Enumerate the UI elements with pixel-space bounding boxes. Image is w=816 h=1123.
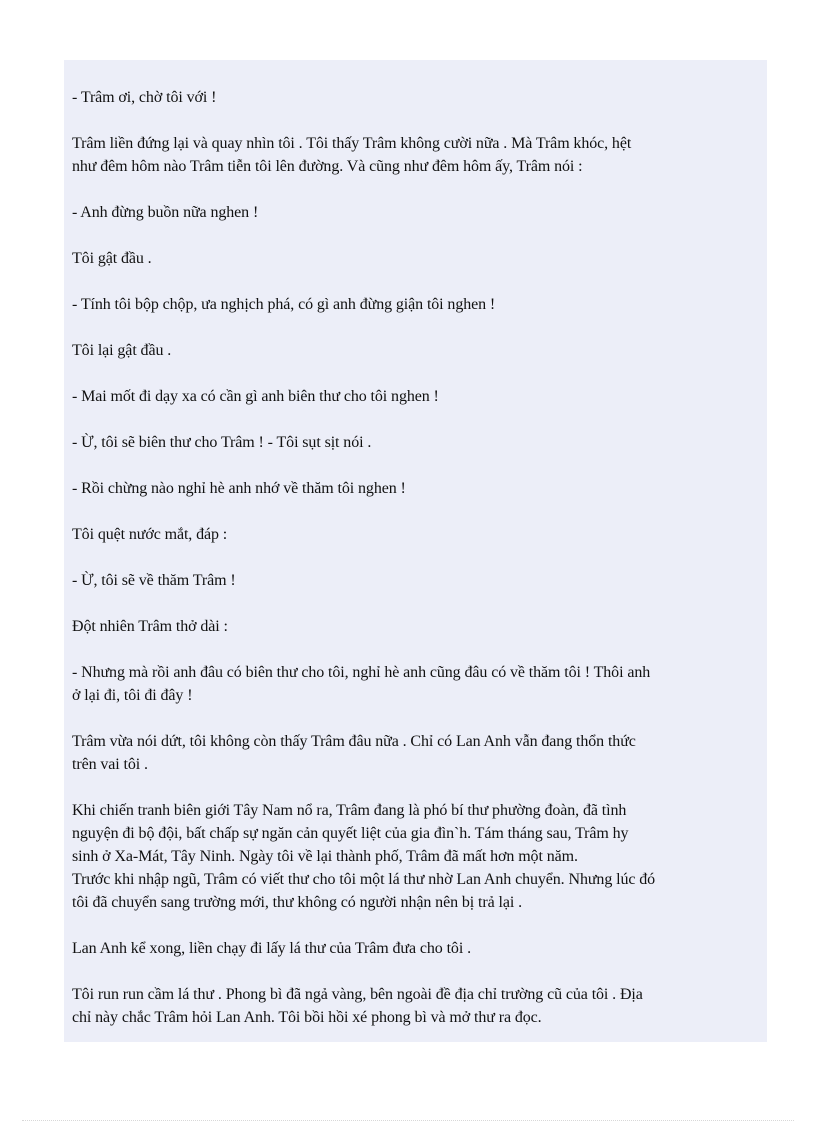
page-divider	[22, 1120, 794, 1122]
paragraph: - Anh đừng buồn nữa nghen !	[72, 204, 259, 221]
paragraph: Tôi gật đầu .	[72, 250, 152, 267]
paragraph: - Ừ, tôi sẽ về thăm Trâm !	[72, 572, 236, 589]
paragraph: - Nhưng mà rồi anh đâu có biên thư cho tôi, nghỉ hè anh cũng đâu có về thăm tôi ! Thôi anh ở lại đi, tôi đi đây !	[72, 664, 651, 704]
paragraph: Trước khi nhập ngũ, Trâm có viết thư cho tôi một lá thư nhờ Lan Anh chuyển. Nhưng lúc đó tôi đã chuyển sang trường mới, thư không có người nhận nên bị trả lại .	[72, 871, 656, 911]
paragraph: Trâm liền đứng lại và quay nhìn tôi . Tôi thấy Trâm không cười nữa . Mà Trâm khóc, hệt như đêm hôm nào Trâm tiễn tôi lên đường. Và cũng như đêm hôm ấy, Trâm nói :	[72, 135, 632, 175]
paragraph: Trâm vừa nói dứt, tôi không còn thấy Trâm đâu nữa . Chỉ có Lan Anh vẫn đang thổn thức trên vai tôi .	[72, 733, 636, 773]
paragraph: Tôi lại gật đầu .	[72, 342, 172, 359]
paragraph: - Trâm ơi, chờ tôi với !	[72, 89, 217, 106]
paragraph: - Rồi chừng nào nghỉ hè anh nhớ về thăm tôi nghen !	[72, 480, 406, 497]
paragraph: Tôi run run cầm lá thư . Phong bì đã ngả vàng, bên ngoài đề địa chỉ trường cũ của tôi . Địa chỉ này chắc Trâm hỏi Lan Anh. Tôi bồi hồi xé phong bì và mở thư ra đọc.	[72, 986, 643, 1026]
paragraph: Tôi quệt nước mắt, đáp :	[72, 526, 228, 543]
paragraph: - Tính tôi bộp chộp, ưa nghịch phá, có gì anh đừng giận tôi nghen !	[72, 296, 496, 313]
paragraph: Khi chiến tranh biên giới Tây Nam nổ ra, Trâm đang là phó bí thư phường đoàn, đã tình nguyện đi bộ đội, bất chấp sự ngăn cản quyết liệt của gia đìn`h. Tám tháng sau, Trâm hy sinh ở Xa-Mát, Tây Ninh. Ngày tôi về lại thành phố, Trâm đã mất hơn một năm.	[72, 802, 629, 865]
paragraph: - Mai mốt đi dạy xa có cần gì anh biên thư cho tôi nghen !	[72, 388, 439, 405]
paragraph: Đột nhiên Trâm thở dài :	[72, 618, 228, 635]
text-body	[64, 60, 767, 1042]
paragraph: - Ừ, tôi sẽ biên thư cho Trâm ! - Tôi sụt sịt nói .	[72, 434, 372, 451]
paragraph: Lan Anh kể xong, liền chạy đi lấy lá thư của Trâm đưa cho tôi .	[72, 940, 471, 957]
